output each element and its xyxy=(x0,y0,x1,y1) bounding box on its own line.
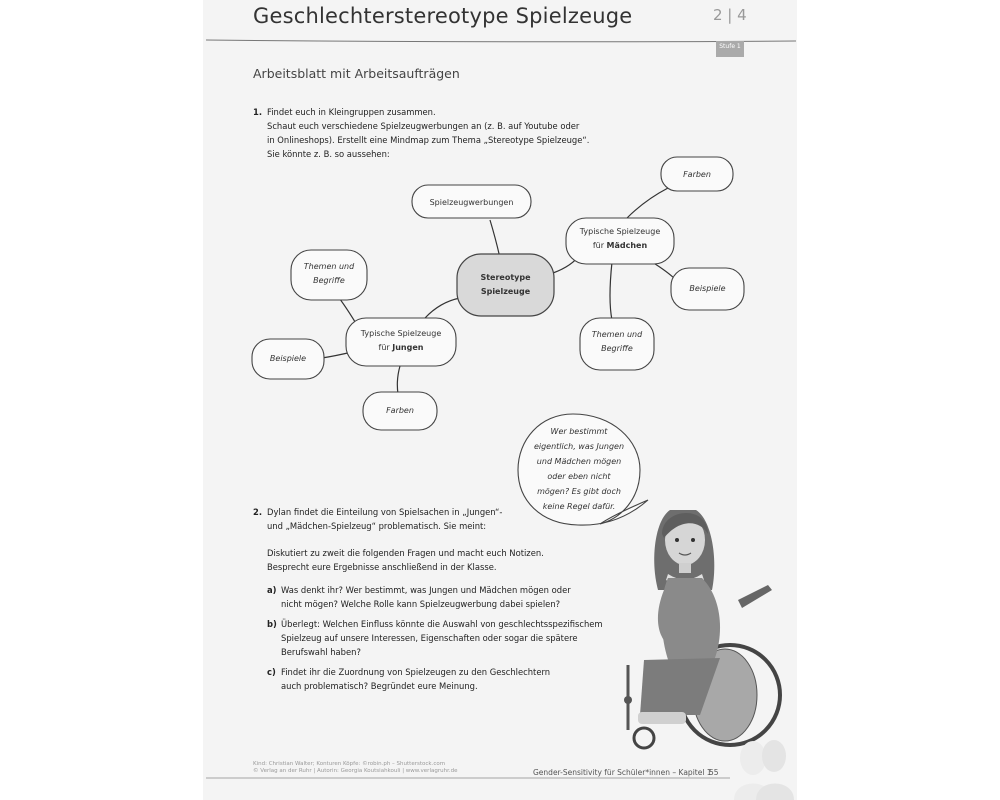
footer-book-title: Gender-Sensitivity für Schüler*innen – Kapitel 1 xyxy=(533,768,712,777)
footer-page-number: 55 xyxy=(709,768,719,777)
task1-number: 1. xyxy=(253,107,263,117)
head-silhouettes-decoration xyxy=(728,732,797,800)
mindmap-label-m-beispiele: Beispiele xyxy=(689,284,726,293)
mindmap-label-j-farben: Farben xyxy=(386,406,414,415)
task2c-line: auch problematisch? Begründet eure Meinung. xyxy=(281,681,478,691)
mindmap-label-jungen-prefix: für xyxy=(378,343,393,352)
worksheet-subtitle: Arbeitsblatt mit Arbeitsaufträgen xyxy=(253,66,460,81)
task2-instruction xyxy=(267,546,544,574)
mindmap-label-m-themen-line: Begriffe xyxy=(601,344,633,353)
mindmap-label-jungen-line1: Typische Spielzeuge xyxy=(360,329,442,338)
speech-bubble-line: oder eben nicht xyxy=(547,472,611,481)
mindmap-label-m-themen xyxy=(580,328,654,356)
footer-credits-line: Kind: Christian Walter; Konturen Köpfe: ©robin.ph – Shutterstock.com xyxy=(253,761,446,767)
task1-line: Sie könnte z. B. so aussehen: xyxy=(267,149,390,159)
task2b-line: Überlegt: Welchen Einfluss könnte die Auswahl von geschlechtsspezifischem xyxy=(281,619,603,629)
mindmap-label-maedchen xyxy=(566,225,674,253)
mindmap-label-center-line: Stereotype xyxy=(480,273,531,282)
task2a-text xyxy=(281,583,571,611)
mindmap-label-m-themen-line: Themen und xyxy=(591,330,643,339)
mindmap-label-j-themen-line: Begriffe xyxy=(313,276,345,285)
mindmap-label-center-line: Spielzeuge xyxy=(480,287,531,296)
speech-bubble-line: Wer bestimmt xyxy=(550,427,608,436)
speech-bubble-line: eigentlich, was Jungen xyxy=(533,442,625,451)
level-badge: Stufe 1 xyxy=(716,41,744,57)
task2c-text xyxy=(281,665,550,693)
task2b-label: b) xyxy=(267,619,277,629)
page-indicator: 2 | 4 xyxy=(713,6,747,24)
mindmap-label-maedchen-line1: Typische Spielzeuge xyxy=(579,227,661,236)
mindmap-label-j-themen xyxy=(291,260,367,288)
footer-credits-line: © Verlag an der Ruhr | Autorin: Georgia Koutsiahkouli | www.verlagruhr.de xyxy=(253,768,458,774)
mindmap-label-spielzeugwerbungen: Spielzeugwerbungen xyxy=(429,198,514,207)
task2c-label: c) xyxy=(267,667,276,677)
task2b-text xyxy=(281,617,603,659)
mindmap-label-maedchen-line2 xyxy=(566,239,674,253)
task2-instruction-line: Diskutiert zu zweit die folgenden Fragen und macht euch Notizen. xyxy=(267,548,544,558)
task2a-line: Was denkt ihr? Wer bestimmt, was Jungen und Mädchen mögen oder xyxy=(281,585,571,595)
girl-wheelchair-illustration xyxy=(600,490,797,770)
mindmap-label-maedchen-prefix: für xyxy=(592,241,607,250)
mindmap-label-j-themen-line: Themen und xyxy=(303,262,355,271)
mindmap-label-j-beispiele: Beispiele xyxy=(269,354,307,363)
mindmap-label-jungen xyxy=(346,327,456,355)
footer-credits xyxy=(253,761,457,775)
speech-bubble-line: mögen? Es gibt doch xyxy=(537,487,621,496)
mindmap-label-maedchen-bold: Mädchen xyxy=(606,241,648,250)
task2b-line: Berufswahl haben? xyxy=(281,647,361,657)
task2a-label: a) xyxy=(267,585,277,595)
task2-intro-line: und „Mädchen-Spielzeug“ problematisch. Sie meint: xyxy=(267,521,487,531)
speech-bubble-line: und Mädchen mögen xyxy=(536,457,622,466)
task2b-line: Spielzeug auf unsere Interessen, Eigenschaften oder sogar die spätere xyxy=(281,633,578,643)
mindmap-label-m-farben: Farben xyxy=(683,170,711,179)
mindmap-label-center xyxy=(457,271,554,299)
task1-line: Findet euch in Kleingruppen zusammen. xyxy=(267,107,436,117)
task1-line: in Onlineshops). Erstellt eine Mindmap zum Thema „Stereotype Spielzeuge“. xyxy=(267,135,590,145)
task2-intro xyxy=(267,505,502,533)
mindmap-label-jungen-line2 xyxy=(346,341,456,355)
task2-instruction-line: Besprecht eure Ergebnisse anschließend in der Klasse. xyxy=(267,562,497,572)
task1-line: Schaut euch verschiedene Spielzeugwerbungen an (z. B. auf Youtube oder xyxy=(267,121,580,131)
task2a-line: nicht mögen? Welche Rolle kann Spielzeugwerbung dabei spielen? xyxy=(281,599,561,609)
task2-number: 2. xyxy=(253,507,263,517)
task2c-line: Findet ihr die Zuordnung von Spielzeugen zu den Geschlechtern xyxy=(281,667,551,677)
speech-bubble-line: keine Regel dafür. xyxy=(542,502,616,511)
page-title: Geschlechterstereotype Spielzeuge xyxy=(253,4,633,28)
mindmap-label-jungen-bold: Jungen xyxy=(392,343,424,352)
task2-intro-line: Dylan findet die Einteilung von Spielsachen in „Jungen“- xyxy=(267,507,503,517)
